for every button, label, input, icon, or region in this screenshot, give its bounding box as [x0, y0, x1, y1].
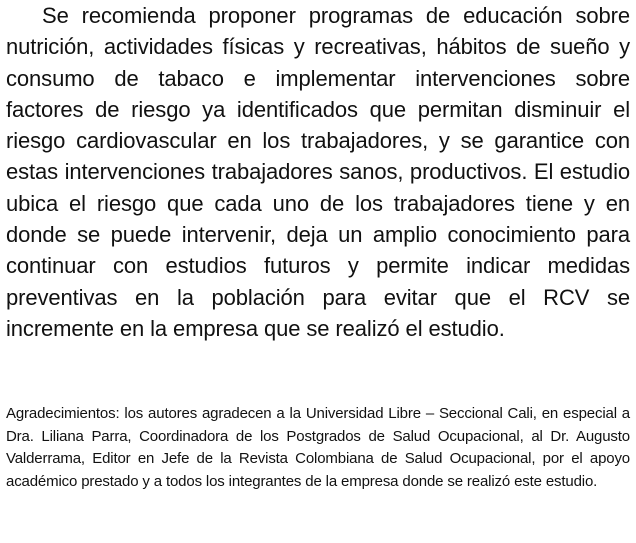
acknowledgements-paragraph: Agradecimientos: los autores agradecen a la Universidad Libre – Seccional Cali, en especial a Dra. Liliana Parra, Coordinadora de los Postgrados de Salud Ocupacional, al Dr. Augusto Valderrama, Editor en Jefe de la Revista Colombiana de Salud Ocupacional, por el apoyo académico prestado y a todos los integrantes de la empresa donde se realizó este estudio.: [6, 405, 630, 490]
conclusion-paragraph: Se recomienda proponer programas de educación sobre nutrición, actividades físicas y recreativas, hábitos de sueño y consumo de tabaco e implementar intervenciones sobre factores de riesgo ya identificados que permitan disminuir el riesgo cardiovascular en los trabajadores, y se garantice con estas intervenciones trabajadores sanos, productivos. El estudio ubica el riesgo que cada uno de los trabajadores tiene y en donde se puede intervenir, deja un amplio conocimiento para continuar con estudios futuros y permite indicar medidas preventivas en la población para evitar que el RCV se incremente en la empresa que se realizó el estudio.: [6, 3, 630, 341]
